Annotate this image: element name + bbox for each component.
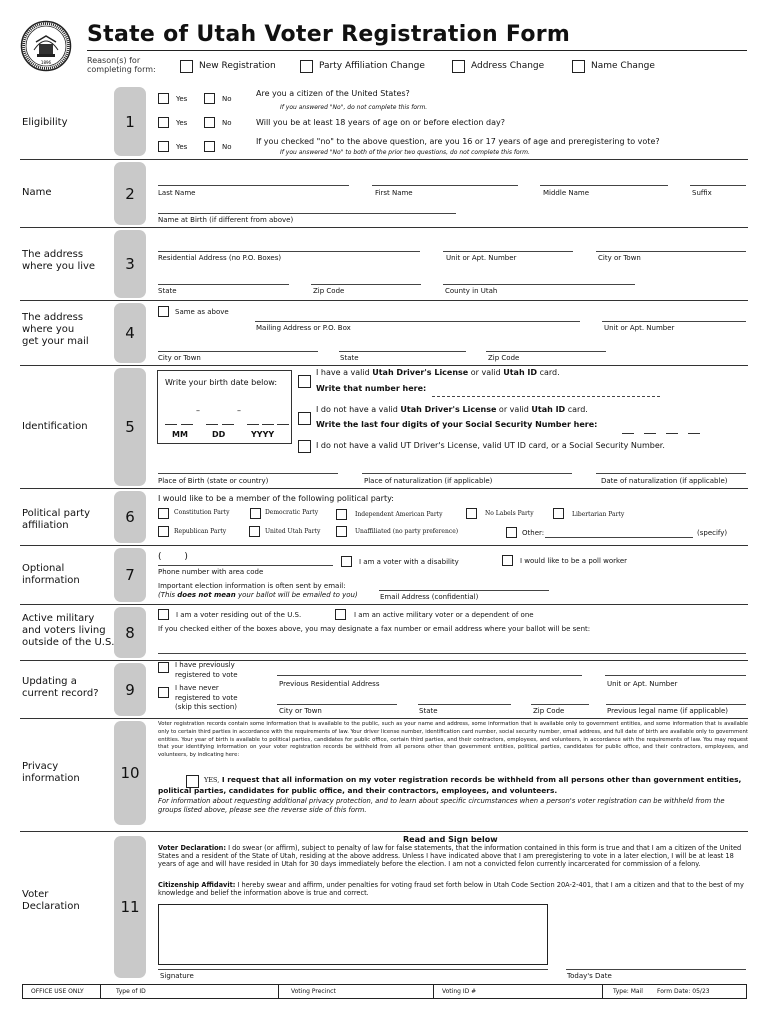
signature-box[interactable] (158, 904, 548, 965)
never-registered-label: I have never registered to vote (skip this section) (175, 684, 238, 711)
democratic-party-label: Democratic Party (265, 509, 319, 516)
res-unit-input[interactable]: Unit or Apt. Number (446, 254, 517, 262)
out-of-us-checkbox[interactable] (158, 609, 169, 620)
ssn-dash-2[interactable] (644, 433, 656, 434)
citizenship-affidavit-text: Citizenship Affidavit: I hereby swear and affirm, under penalties for voting fraud set forth below in Utah Code Section 20A-2-401, that I am a citizen and that to the best of my knowledge and belief the information above is true and correct. (158, 881, 744, 898)
res-zip-input[interactable]: Zip Code (313, 287, 345, 295)
svg-text:1896: 1896 (40, 60, 52, 65)
prev-state-input[interactable]: State (419, 707, 438, 715)
footer-voting-id: Voting ID # (442, 988, 477, 995)
section-number-5: 5 (114, 368, 146, 486)
prev-unit-input[interactable]: Unit or Apt. Number (607, 680, 678, 688)
libertarian-party-label: Libertarian Party (572, 511, 625, 518)
independent-american-checkbox[interactable] (336, 509, 347, 520)
new-registration-checkbox[interactable] (180, 60, 193, 73)
section-label-mail: The address where you get your mail (22, 312, 89, 347)
prereg-no-checkbox[interactable] (204, 141, 215, 152)
section-number-7: 7 (114, 548, 146, 602)
no-labels-party-label: No Labels Party (485, 510, 534, 517)
title-rule (87, 50, 747, 51)
prereg-no-label: No (222, 143, 232, 151)
ssn-dash-3[interactable] (666, 433, 678, 434)
suffix-line (690, 185, 746, 186)
declaration-heading: Read and Sign below (403, 835, 498, 844)
section-label-declaration: Voter Declaration (22, 889, 80, 912)
section-number-2: 2 (114, 162, 146, 225)
party-change-label: Party Affiliation Change (319, 61, 425, 71)
signature-label: Signature (160, 972, 194, 980)
name-at-birth-input[interactable]: Name at Birth (if different from above) (158, 216, 294, 224)
united-utah-party-label: United Utah Party (265, 528, 321, 535)
section-label-party: Political party affiliation (22, 508, 91, 531)
prev-address-line (277, 675, 582, 676)
section-label-identification: Identification (22, 421, 88, 432)
citizen-no-label: No (222, 95, 232, 103)
section-label-optional: Optional information (22, 563, 80, 586)
party-change-checkbox[interactable] (300, 60, 313, 73)
out-of-us-label: I am a voter residing out of the U.S. (176, 611, 302, 619)
section-label-eligibility: Eligibility (22, 117, 68, 128)
specify-label: (specify) (697, 529, 728, 537)
birth-date-label: Write your birth date below: (165, 378, 278, 387)
license-number-label: Write that number here: (316, 384, 427, 393)
prev-zip-input[interactable]: Zip Code (533, 707, 565, 715)
constitution-party-checkbox[interactable] (158, 508, 169, 519)
footer-divider-3 (602, 984, 603, 999)
age-yes-label: Yes (176, 119, 188, 127)
yyyy-dash-3 (277, 424, 289, 425)
other-party-checkbox[interactable] (506, 527, 517, 538)
party-intro: I would like to be a member of the following political party: (158, 494, 394, 503)
constitution-party-label: Constitution Party (174, 509, 230, 516)
name-change-label: Name Change (591, 61, 655, 71)
military-note: If you checked either of the boxes above, you may designate a fax number or email address where your ballot will be sent: (158, 625, 591, 633)
previously-registered-label: I have previously registered to vote (175, 661, 238, 679)
naturalization-date-line (596, 473, 746, 474)
independent-american-label: Independent American Party (355, 511, 443, 518)
divider-1 (20, 159, 748, 160)
ssn-label: Write the last four digits of your Social Security Number here: (316, 420, 598, 429)
divider-8 (20, 660, 748, 661)
first-name-input[interactable]: First Name (375, 189, 413, 197)
last-name-input[interactable]: Last Name (158, 189, 196, 197)
privacy-request: YES, I request that all information on my voter registration records be withheld from all persons other than government entities, political parties, candidates for public office, and their contractors, employees, and volunteers. (158, 775, 742, 795)
dd-dash-1 (206, 424, 218, 425)
prev-address-input[interactable]: Previous Residential Address (279, 680, 380, 688)
age-question: Will you be at least 18 years of age on or before election day? (256, 118, 506, 127)
res-county-line (443, 284, 635, 285)
citizen-no-checkbox[interactable] (204, 93, 215, 104)
no-labels-party-checkbox[interactable] (466, 508, 477, 519)
mail-zip-input[interactable]: Zip Code (488, 354, 520, 362)
mm-label: MM (172, 430, 188, 439)
middle-name-input[interactable]: Middle Name (543, 189, 589, 197)
disability-checkbox[interactable] (341, 556, 352, 567)
section-number-1: 1 (114, 87, 146, 156)
email-line[interactable] (379, 590, 549, 591)
yyyy-dash-1 (247, 424, 259, 425)
mail-address-line (255, 321, 580, 322)
naturalization-place-line (362, 473, 572, 474)
divider-5 (20, 488, 748, 489)
footer-type-mail: Type: Mail (613, 988, 643, 995)
res-state-line (158, 284, 289, 285)
naturalization-date-input[interactable]: Date of naturalization (if applicable) (601, 477, 728, 485)
suffix-input[interactable]: Suffix (692, 189, 712, 197)
prev-zip-line (531, 704, 589, 705)
mm-dash-2 (181, 424, 193, 425)
utah-license-checkbox[interactable] (298, 375, 311, 388)
mail-address-input[interactable]: Mailing Address or P.O. Box (256, 324, 351, 332)
naturalization-place-input[interactable]: Place of naturalization (if applicable) (364, 477, 493, 485)
ssn-dash-1[interactable] (622, 433, 634, 434)
prev-name-line (606, 704, 746, 705)
yyyy-dash-2 (262, 424, 274, 425)
section-label-military: Active military and voters living outside of the U.S. (22, 613, 115, 648)
military-contact-line[interactable] (158, 653, 746, 654)
divider-3 (20, 300, 748, 301)
citizen-note: If you answered "No", do not complete this form. (280, 104, 428, 111)
res-address-input[interactable]: Residential Address (no P.O. Boxes) (158, 254, 282, 262)
same-as-above-label: Same as above (175, 308, 229, 316)
republican-party-checkbox[interactable] (158, 526, 169, 537)
mail-state-line (339, 351, 466, 352)
dd-label: DD (212, 430, 226, 439)
first-name-line (372, 185, 518, 186)
state-seal-logo (20, 20, 72, 72)
mail-city-line (158, 351, 318, 352)
disability-label: I am a voter with a disability (359, 558, 459, 566)
name-change-checkbox[interactable] (572, 60, 585, 73)
age-yes-checkbox[interactable] (158, 117, 169, 128)
mail-unit-line (602, 321, 746, 322)
date-separator-1: – (196, 406, 200, 415)
prereg-yes-checkbox[interactable] (158, 141, 169, 152)
military-voter-label: I am an active military voter or a dependent of one (354, 611, 534, 619)
new-registration-label: New Registration (199, 61, 276, 71)
mm-dash-1 (165, 424, 177, 425)
prereg-yes-label: Yes (176, 143, 188, 151)
footer-office-label: OFFICE USE ONLY (31, 988, 84, 995)
divider-4 (20, 365, 748, 366)
name-at-birth-line (158, 213, 456, 214)
footer-type-id: Type of ID (116, 988, 146, 995)
prev-name-input[interactable]: Previous legal name (if applicable) (607, 707, 729, 715)
citizen-yes-checkbox[interactable] (158, 93, 169, 104)
res-city-line (596, 251, 746, 252)
signature-line (158, 969, 548, 970)
divider-7 (20, 604, 748, 605)
section-number-9: 9 (114, 663, 146, 716)
prev-city-input[interactable]: City or Town (279, 707, 322, 715)
mail-state-input[interactable]: State (340, 354, 359, 362)
no-id-label: I do not have a valid UT Driver's License, valid UT ID card, or a Social Security Number. (316, 441, 665, 450)
united-utah-party-checkbox[interactable] (249, 526, 260, 537)
res-city-input[interactable]: City or Town (598, 254, 641, 262)
license-number-line[interactable] (432, 396, 660, 397)
age-no-label: No (222, 119, 232, 127)
poll-worker-checkbox[interactable] (502, 555, 513, 566)
phone-line[interactable] (158, 565, 333, 566)
form-title: State of Utah Voter Registration Form (87, 22, 571, 47)
unaffiliated-checkbox[interactable] (336, 526, 347, 537)
birth-place-line (158, 473, 338, 474)
mail-unit-input[interactable]: Unit or Apt. Number (604, 324, 675, 332)
other-party-label: Other: (522, 529, 545, 537)
other-party-line[interactable] (545, 537, 693, 538)
res-county-input[interactable]: County in Utah (445, 287, 498, 295)
divider-10 (20, 831, 748, 832)
date-label: Today's Date (567, 972, 612, 980)
reasons-label: Reason(s) for completing form: (87, 56, 156, 74)
divider-2 (20, 227, 748, 228)
section-number-3: 3 (114, 230, 146, 298)
mail-city-input[interactable]: City or Town (158, 354, 201, 362)
footer-precinct: Voting Precinct (291, 988, 336, 995)
divider-6 (20, 545, 748, 546)
section-label-residence: The address where you live (22, 249, 96, 272)
section-label-privacy: Privacy information (22, 761, 80, 784)
email-note: Important election information is often sent by email: (158, 582, 346, 590)
footer-divider-2 (433, 984, 434, 999)
res-zip-line (311, 284, 421, 285)
birth-place-input[interactable]: Place of Birth (state or country) (158, 477, 269, 485)
citizen-question: Are you a citizen of the United States? (256, 89, 410, 98)
prev-state-line (418, 704, 511, 705)
res-state-input[interactable]: State (158, 287, 177, 295)
privacy-paragraph: Voter registration records contain some information that is available to the public, such as your name and address, some information that is available only to government entities, and some information that is available only to certain third parties in accordance with the requirements of law. Your driver license number, identification card number, social security number, email address, and full date of birth are available only to government entities. Your year of birth is available to political parties, candidates for public office, certain third parties, and their contractors, employees, and volunteers, in accordance with the requirements of law. You may request that your identifying information on your voter registration records be withheld from all persons other than government entities, political parties, candidates for public office, and their contractors, employees, and volunteers, by indicating here: (158, 721, 748, 759)
utah-license-label: I have a valid Utah Driver's License or valid Utah ID card. (316, 368, 560, 377)
democratic-party-checkbox[interactable] (250, 508, 261, 519)
section-number-8: 8 (114, 607, 146, 658)
prereg-note: If you answered "No" to both of the prior two questions, do not complete this form. (280, 149, 530, 156)
voter-declaration-text: Voter Declaration: I do swear (or affirm), subject to penalty of law for false statements, that the information contained in this form is true and that I am a citizen of the United States and a resident of the State of Utah, residing at the above address. Unless I have indicated above that I am preregistering to vote in a later election, I will be at least 18 years of age and will have resided in Utah for 30 days immediately before the election. I am not a convicted felon currently incarcerated for commission of a felony. (158, 844, 742, 869)
unaffiliated-label: Unaffiliated (no party preference) (355, 528, 459, 535)
age-no-checkbox[interactable] (204, 117, 215, 128)
ssn-dash-4[interactable] (688, 433, 700, 434)
section-number-11: 11 (114, 836, 146, 978)
divider-9 (20, 718, 748, 719)
middle-name-line (540, 185, 668, 186)
prev-city-line (277, 704, 397, 705)
no-id-checkbox[interactable] (298, 440, 311, 453)
email-label: Email Address (confidential) (380, 593, 479, 601)
date-line (566, 969, 746, 970)
mail-zip-line (486, 351, 606, 352)
phone-label: Phone number with area code (158, 568, 264, 576)
phone-area-code[interactable]: ( ) (158, 552, 188, 562)
military-voter-checkbox[interactable] (335, 609, 346, 620)
res-address-line (158, 251, 420, 252)
no-utah-license-label: I do not have a valid Utah Driver's License or valid Utah ID card. (316, 405, 588, 414)
section-label-update: Updating a current record? (22, 676, 99, 699)
section-number-6: 6 (114, 491, 146, 543)
no-utah-license-checkbox[interactable] (298, 412, 311, 425)
res-unit-line (443, 251, 573, 252)
section-number-4: 4 (114, 303, 146, 363)
address-change-label: Address Change (471, 61, 545, 71)
date-separator-2: – (237, 406, 241, 415)
email-note-2: (This does not mean your ballot will be emailed to you) (158, 591, 358, 599)
prereg-question: If you checked "no" to the above question, are you 16 or 17 years of age and preregistering to vote? (256, 137, 660, 146)
last-name-line (158, 185, 349, 186)
footer-divider-1 (278, 984, 279, 999)
same-as-above-checkbox[interactable] (158, 306, 169, 317)
section-label-name: Name (22, 187, 52, 198)
previously-registered-checkbox[interactable] (158, 662, 169, 673)
prev-unit-line (605, 675, 746, 676)
privacy-more-info: For information about requesting additional privacy protection, and to learn about specific circumstances when a person's voter registration can be withheld from the groups listed above, please see the reverse side of this form. (158, 797, 725, 814)
citizen-yes-label: Yes (176, 95, 188, 103)
footer-form-date: Form Date: 05/23 (657, 988, 710, 995)
yyyy-label: YYYY (251, 430, 275, 439)
dd-dash-2 (222, 424, 234, 425)
poll-worker-label: I would like to be a poll worker (520, 557, 628, 565)
republican-party-label: Republican Party (174, 528, 227, 535)
section-number-10: 10 (114, 721, 146, 825)
libertarian-party-checkbox[interactable] (553, 508, 564, 519)
address-change-checkbox[interactable] (452, 60, 465, 73)
never-registered-checkbox[interactable] (158, 687, 169, 698)
